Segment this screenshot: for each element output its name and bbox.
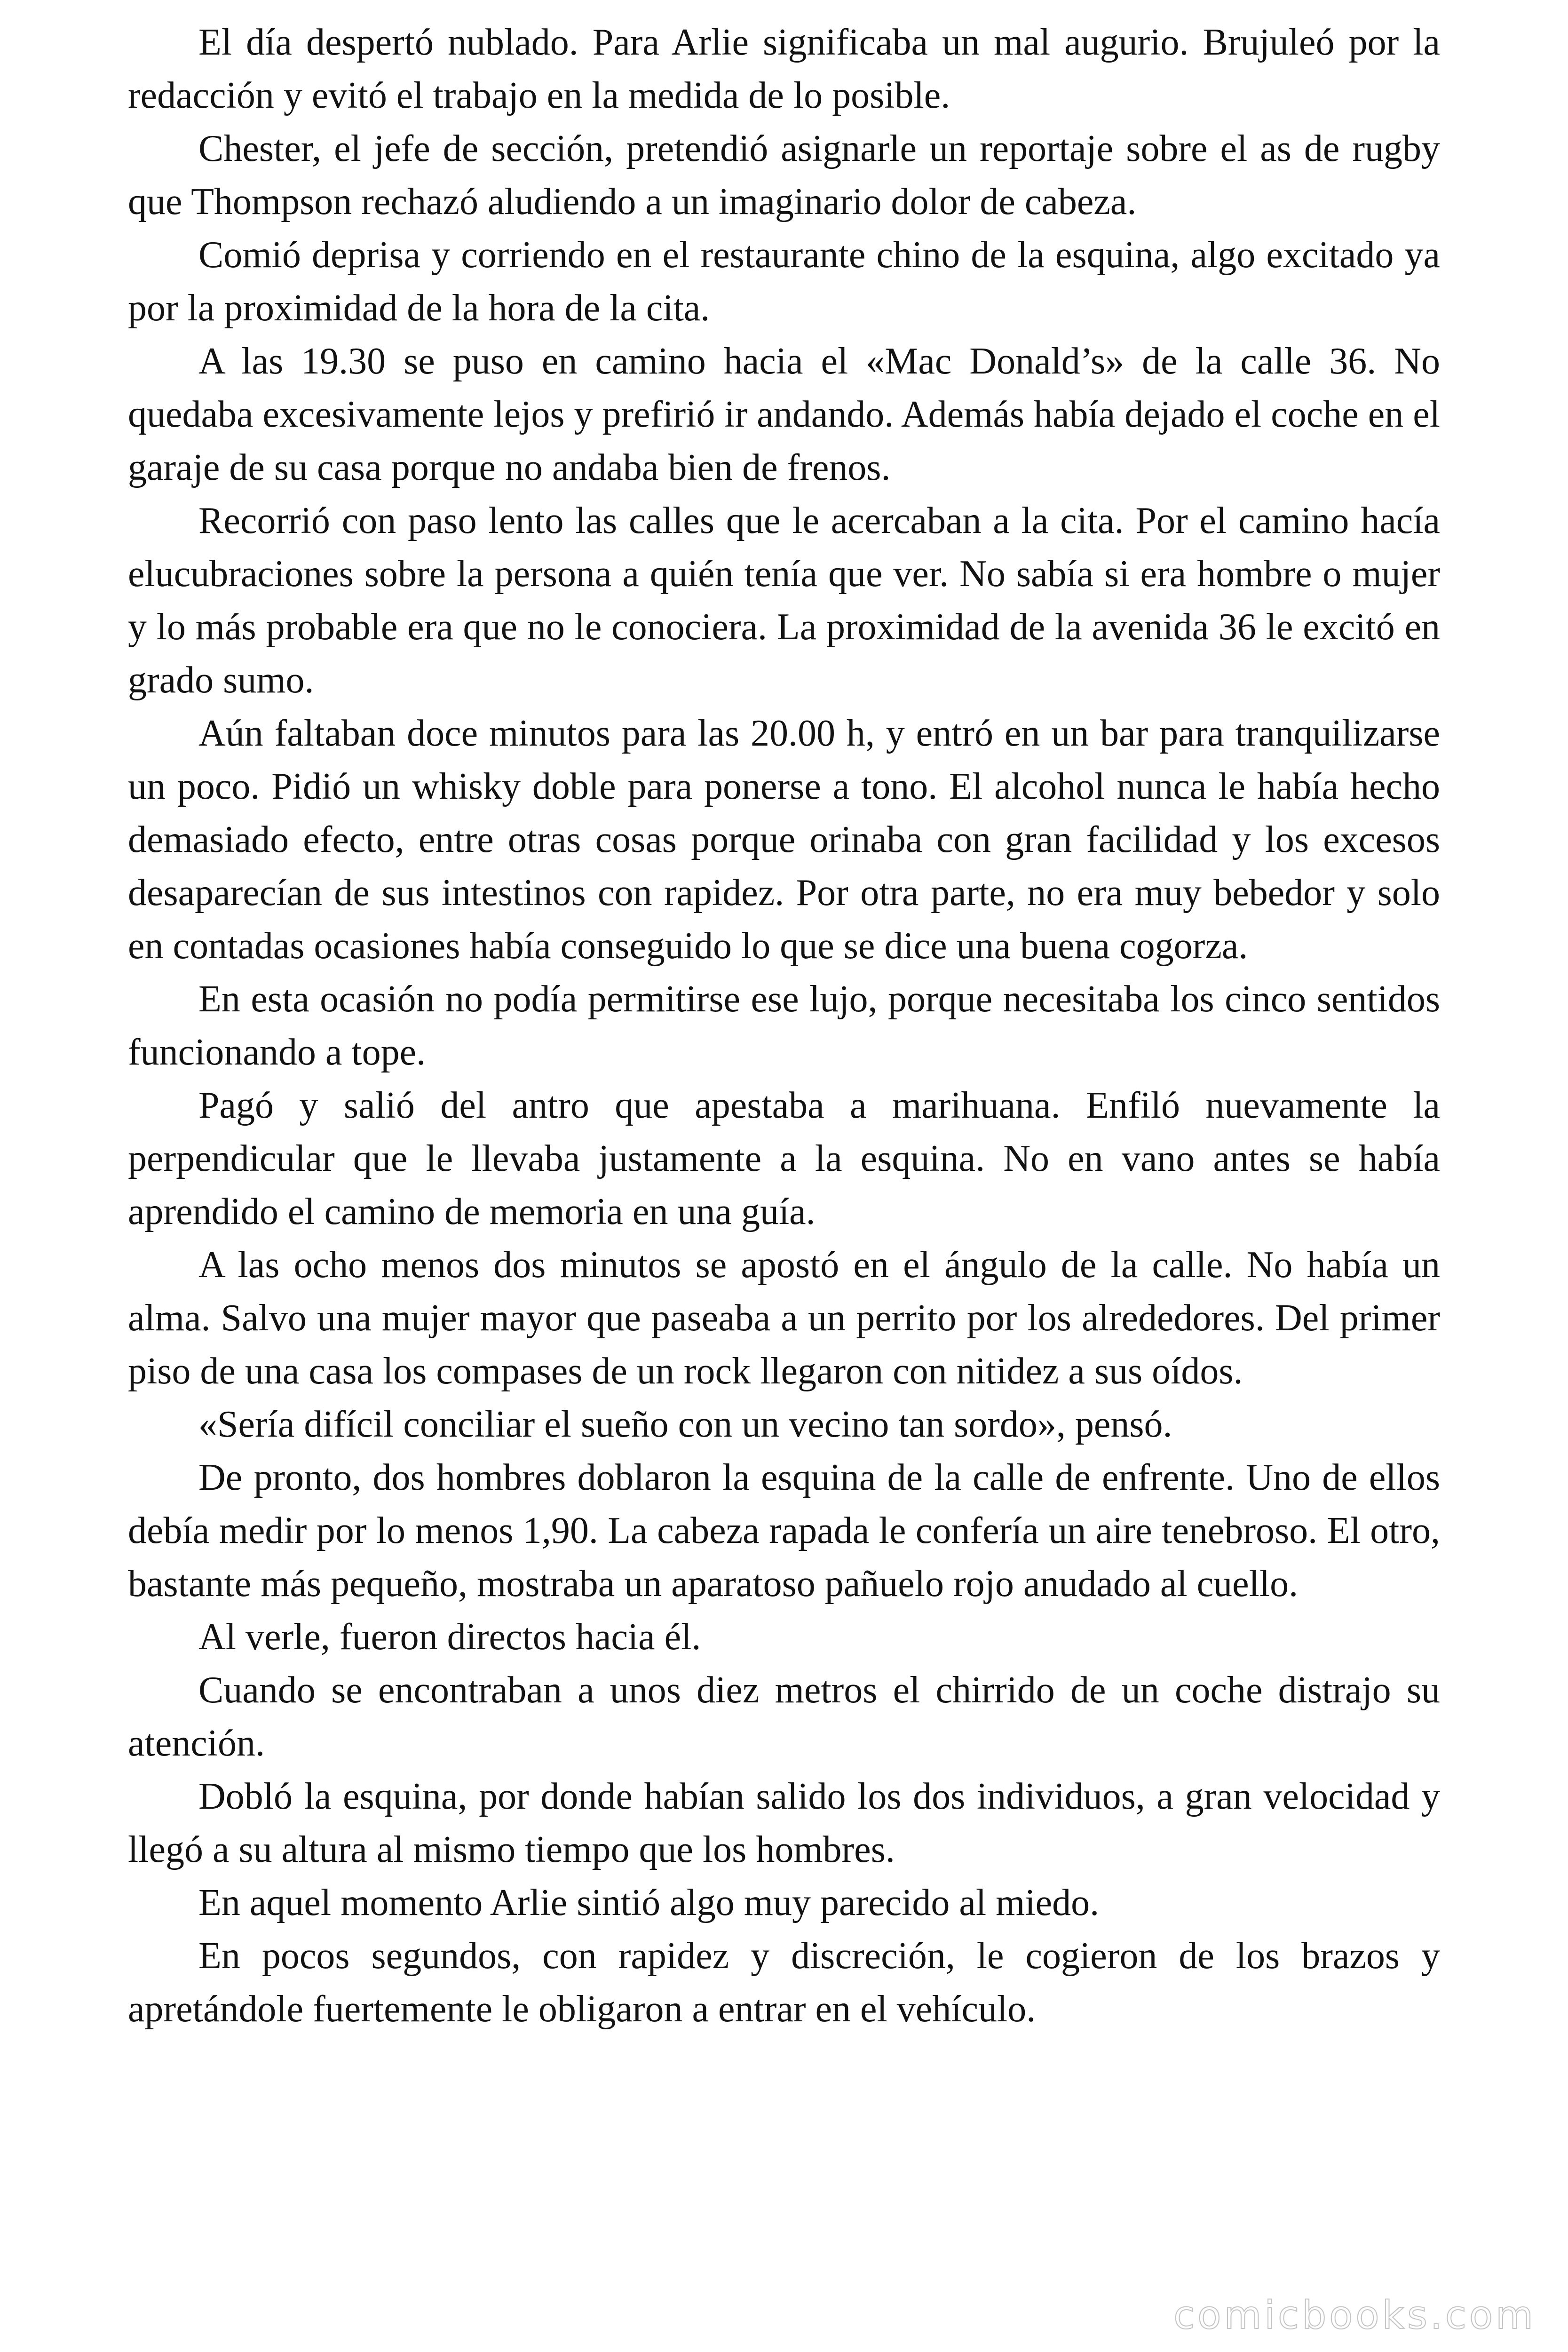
book-page-text xyxy=(128,16,1440,2036)
paragraph-15: En aquel momento Arlie sintió algo muy parecido al miedo. xyxy=(198,1882,1100,1923)
paragraph-3: Comió deprisa y corriendo en el restaurante chino de la esquina, algo excitado ya por la proximidad de la hora de la cita. xyxy=(128,234,1440,329)
paragraph-13: Cuando se encontraban a unos diez metros el chirrido de un coche distrajo su atención. xyxy=(128,1669,1440,1764)
paragraph-14: Dobló la esquina, por donde habían salido los dos individuos, a gran velocidad y llegó a su altura al mismo tiempo que los hombres. xyxy=(128,1776,1440,1870)
paragraph-12: Al verle, fueron directos hacia él. xyxy=(198,1616,701,1658)
paragraph-8: Pagó y salió del antro que apestaba a marihuana. Enfiló nuevamente la perpendicular que le llevaba justamente a la esquina. No en vano antes se había aprendido el camino de memoria en una guía. xyxy=(128,1085,1440,1232)
paragraph-10: «Sería difícil conciliar el sueño con un vecino tan sordo», pensó. xyxy=(198,1404,1172,1445)
paragraph-4: A las 19.30 se puso en camino hacia el «Mac Donald’s» de la calle 36. No quedaba excesivamente lejos y prefirió ir andando. Además había dejado el coche en el garaje de su casa porque no andaba bien de frenos. xyxy=(128,341,1440,488)
watermark: comicbooks.com xyxy=(1173,2293,1536,2338)
paragraph-11: De pronto, dos hombres doblaron la esquina de la calle de enfrente. Uno de ellos debía medir por lo menos 1,90. La cabeza rapada le confería un aire tenebroso. El otro, bastante más pequeño, mostraba un aparatoso pañuelo rojo anudado al cuello. xyxy=(128,1457,1440,1605)
paragraph-16: En pocos segundos, con rapidez y discreción, le cogieron de los brazos y apretándole fuertemente le obligaron a entrar en el vehículo. xyxy=(128,1935,1440,2030)
paragraph-9: A las ocho menos dos minutos se apostó en el ángulo de la calle. No había un alma. Salvo una mujer mayor que paseaba a un perrito por los alrededores. Del primer piso de una casa los compases de un rock llegaron con nitidez a sus oídos. xyxy=(128,1244,1440,1392)
paragraph-5: Recorrió con paso lento las calles que le acercaban a la cita. Por el camino hacía elucubraciones sobre la persona a quién tenía que ver. No sabía si era hombre o mujer y lo más probable era que no le conociera. La proximidad de la avenida 36 le excitó en grado sumo. xyxy=(128,500,1440,701)
paragraph-2: Chester, el jefe de sección, pretendió asignarle un reportaje sobre el as de rugby que Thompson rechazó aludiendo a un imaginario dolor de cabeza. xyxy=(128,128,1440,222)
paragraph-6: Aún faltaban doce minutos para las 20.00 h, y entró en un bar para tranquilizarse un poco. Pidió un whisky doble para ponerse a tono. El alcohol nunca le había hecho demasiado efecto, entre otras cosas porque orinaba con gran facilidad y los excesos desaparecían de sus intestinos con rapidez. Por otra parte, no era muy bebedor y solo en contadas ocasiones había conseguido lo que se dice una buena cogorza. xyxy=(128,713,1440,967)
paragraph-7: En esta ocasión no podía permitirse ese lujo, porque necesitaba los cinco sentidos funcionando a tope. xyxy=(128,978,1440,1073)
paragraph-1: El día despertó nublado. Para Arlie significaba un mal augurio. Brujuleó por la redacción y evitó el trabajo en la medida de lo posible. xyxy=(128,22,1440,116)
